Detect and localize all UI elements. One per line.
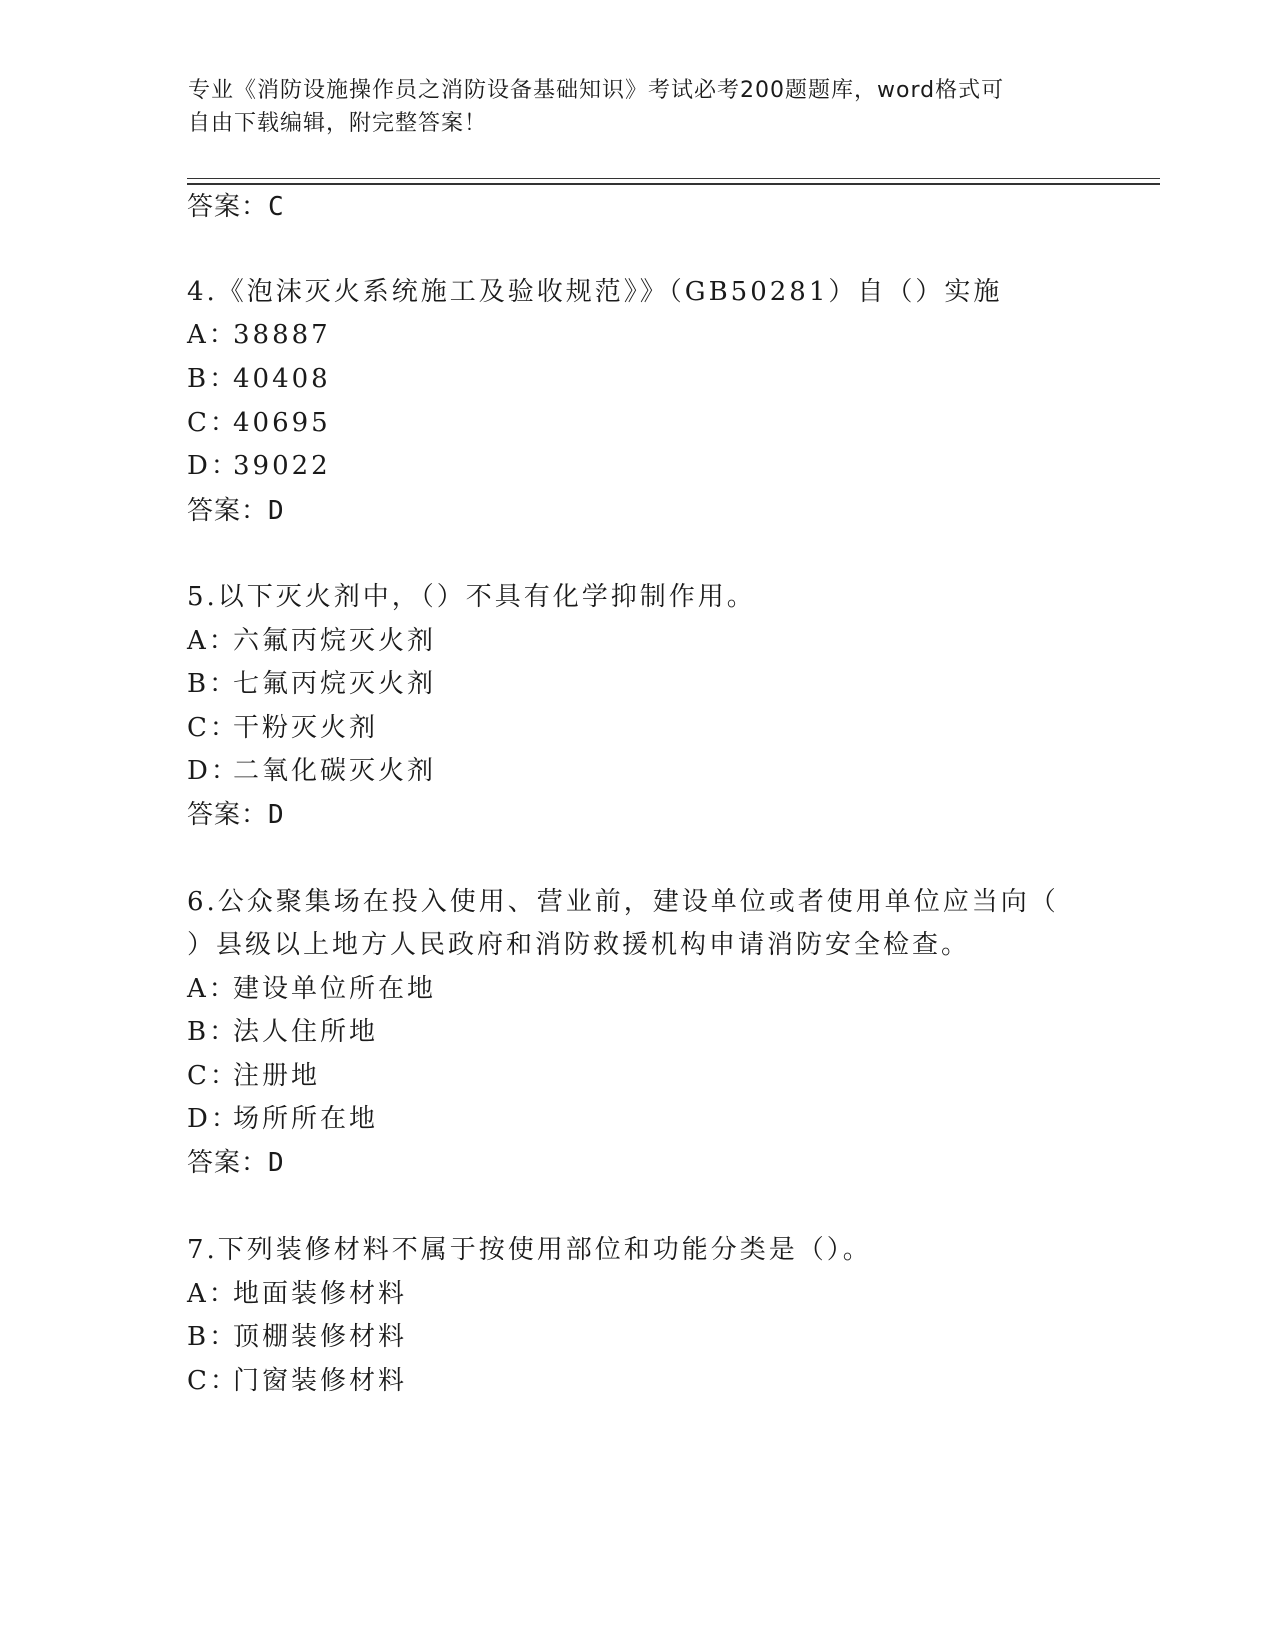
header-line-2: 自由下载编辑，附完整答案！ [188,111,488,136]
question-6-option-a [187,972,436,1006]
option-text: 38887 [233,320,331,350]
question-7-option-c [187,1364,407,1398]
question-4-option-c [187,406,331,440]
question-5-stem: 5.以下灭火剂中，（）不具有化学抑制作用。 [187,582,756,612]
question-4-option-d [187,449,331,483]
previous-answer: 答案：C [187,192,285,222]
header-divider-top [187,178,1160,179]
option-key: B： [187,364,239,394]
question-6-option-d [187,1102,378,1136]
option-key: A： [187,974,238,1004]
option-text: 法人住所地 [233,1017,379,1047]
document-header [188,74,1068,140]
option-text: 二氧化碳灭火剂 [233,756,437,786]
option-text: 注册地 [233,1061,321,1091]
option-text: 场所所在地 [233,1104,379,1134]
question-6-option-c [187,1059,320,1093]
question-4-option-b [187,362,331,396]
option-key: D： [187,1104,240,1134]
question-5-option-b [187,667,436,701]
question-7-option-a [187,1277,407,1311]
question-7-stem: 7.下列装修材料不属于按使用部位和功能分类是（）。 [187,1235,872,1265]
question-7-option-b [187,1320,407,1354]
option-key: A： [187,320,238,350]
option-text: 门窗装修材料 [233,1366,408,1396]
option-text: 40408 [233,364,331,394]
option-key: C： [187,408,239,438]
option-key: D： [187,756,240,786]
question-4-answer: 答案：D [187,496,285,526]
option-text: 40695 [233,408,331,438]
header-divider-bottom [187,183,1160,185]
option-key: B： [187,1017,239,1047]
question-5-answer: 答案：D [187,800,285,830]
option-key: C： [187,713,239,743]
option-key: C： [187,1061,239,1091]
option-key: A： [187,626,238,656]
option-text: 地面装修材料 [233,1279,408,1309]
option-text: 七氟丙烷灭火剂 [233,669,437,699]
option-text: 六氟丙烷灭火剂 [233,626,437,656]
question-6-stem-line-1: 6.公众聚集场在投入使用、营业前，建设单位或者使用单位应当向（ [187,887,1059,917]
question-5-option-d [187,754,436,788]
option-text: 39022 [233,451,331,481]
option-text: 建设单位所在地 [233,974,437,1004]
option-key: B： [187,1322,239,1352]
question-6-answer: 答案：D [187,1148,285,1178]
question-5-option-a [187,624,436,658]
question-5-option-c [187,711,378,745]
question-4-option-a [187,318,331,352]
option-key: B： [187,669,239,699]
option-key: D： [187,451,240,481]
option-text: 干粉灭火剂 [233,713,379,743]
option-text: 顶棚装修材料 [233,1322,408,1352]
question-6-option-b [187,1015,378,1049]
header-line-1: 专业《消防设施操作员之消防设备基础知识》考试必考200题题库，word格式可 [188,78,1005,103]
question-4-stem: 4.《泡沫灭火系统施工及验收规范》》（GB50281）自（）实施 [187,277,1003,307]
option-key: A： [187,1279,238,1309]
question-6-stem-line-2: ）县级以上地方人民政府和消防救援机构申请消防安全检查。 [187,930,971,960]
option-key: C： [187,1366,239,1396]
